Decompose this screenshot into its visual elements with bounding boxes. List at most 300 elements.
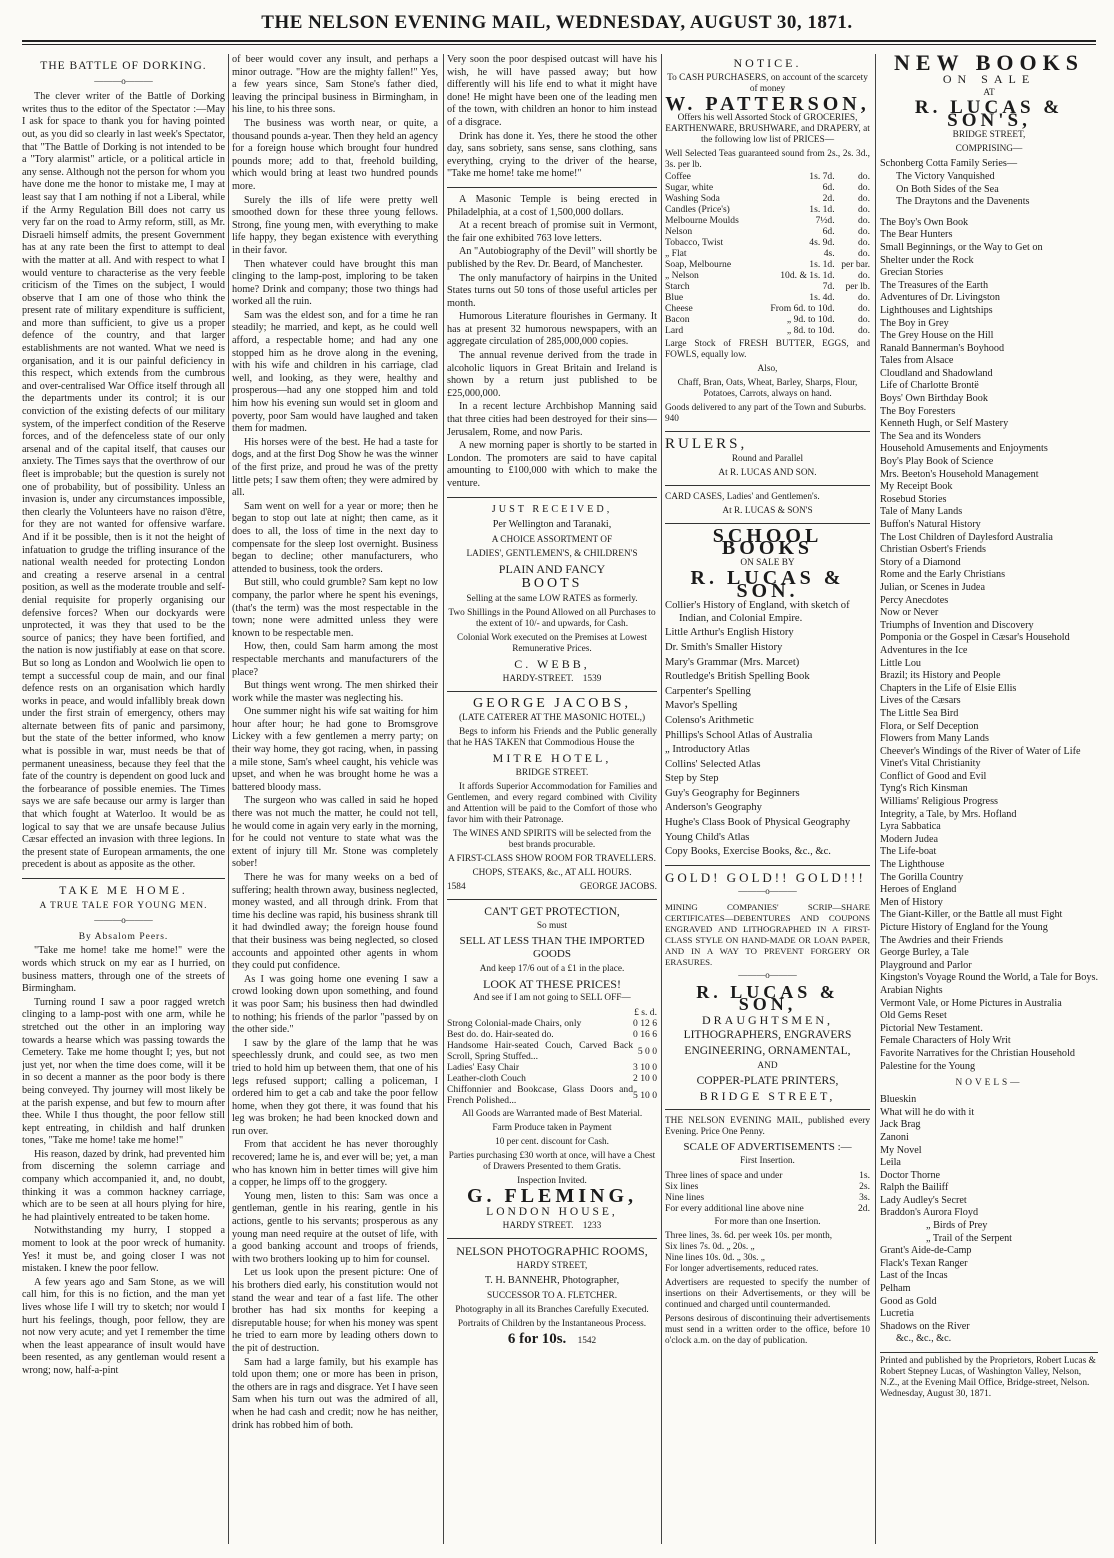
table-row: [447, 1029, 657, 1040]
list-item: Tale of Many Lands: [880, 506, 963, 518]
list-item: Vinet's Vital Christianity: [880, 758, 981, 770]
price-item: Coffee: [665, 171, 691, 183]
list-item: Carpenter's Spelling: [665, 685, 751, 697]
rate-value: 2d.: [858, 1203, 870, 1215]
advert-divider: [447, 899, 657, 900]
list-item: Tales from Alsace: [880, 355, 954, 367]
advert-name: GEORGE JACOBS,: [473, 695, 631, 711]
table-header: £ s. d.: [634, 1007, 657, 1019]
list-item: Jack Brag: [880, 1119, 921, 1131]
list-item: The Life-boat: [880, 846, 937, 858]
price-value: 7½d.: [815, 215, 835, 227]
price-unit: do.: [858, 171, 870, 183]
list-item: Pictorial New Testament.: [880, 1022, 983, 1034]
news-item: A Masonic Temple is being erected in Philadelphia, at a cost of 1,500,000 dollars.: [447, 193, 657, 218]
story-paragraph: There he was for many weeks on a bed of suffering; health thrown away, business neglected, money wasted, and all through drink. From that time his decline was rapid, his business shrank till it had dwindled away; the foreign house found that their business was being neglected, so closed accounts and appointed other agents in whom they could put confidence.: [232, 872, 438, 972]
list-item: Little Arthur's English History: [665, 627, 794, 639]
table-row: [665, 215, 870, 226]
table-row: [665, 204, 870, 215]
story-paragraph: Sam went on well for a year or more; then he began to stop out late at night; then came, as it does to all, the loss of time in the next day to compensate for the sleep lost overnight. Business began to decline; other manufacturers, who attended to business, took the orders.: [232, 500, 438, 575]
rulers-heading: RULERS,: [665, 436, 748, 453]
list-item: Grecian Stories: [880, 267, 944, 279]
rate-item: For every additional line above nine: [665, 1203, 804, 1215]
list-item: Boy's Play Book of Science: [880, 456, 994, 468]
rate-item: Six lines: [665, 1181, 699, 1193]
list-item: Kingston's Voyage Round the World, a Tale for Boys.: [880, 972, 1098, 984]
price-value: 4s. 9d.: [809, 237, 835, 249]
list-item: The Awdries and their Friends: [880, 934, 1003, 946]
price-value: 0 12 6: [633, 1018, 657, 1030]
story-paragraph: His horses were of the best. He had a taste for dogs, and at the first Dog Show he was the winner of the first prize, and proud he was of the pretty little pets; I saw them often; they were admired by all.: [232, 436, 438, 499]
advert-line: First Insertion.: [740, 1156, 795, 1167]
advert-line: And see if I am not going to SELL OFF—: [473, 993, 631, 1004]
advert-line: So must: [536, 921, 568, 932]
grocery-price-table: [665, 171, 870, 336]
advert-line: For more than one Insertion.: [714, 1217, 821, 1228]
list-item: Mavor's Spelling: [665, 700, 738, 712]
list-item: The Gorilla Country: [880, 871, 964, 883]
story-paragraph: How, then, could Sam harm among the most respectable merchants and manufacturers of the place?: [232, 641, 438, 678]
advert-name: NELSON PHOTOGRAPHIC ROOMS,: [456, 1244, 648, 1259]
column-divider: [875, 54, 876, 1544]
table-row: [665, 259, 870, 270]
story-paragraph: Sam had a large family, but his example has told upon them; one or more has been in prison, the others are in rags and disgrace. Yet I have seen Sam when his turn out was the admired of all, when he had cash and credit; now he has neither, drink has robbed him of both.: [232, 1356, 438, 1431]
list-item: Men of History: [880, 896, 943, 908]
advert-line: SUCCESSOR TO A. FLETCHER.: [486, 1290, 618, 1301]
table-row: [665, 1170, 870, 1181]
list-item: The Treasures of the Earth: [880, 279, 989, 291]
advert-line: COMPRISING—: [955, 144, 1023, 155]
advert-line: ON SALE BY: [740, 557, 795, 568]
advert-line: [447, 1221, 657, 1232]
column-2: [232, 54, 438, 1544]
price-unit: do.: [858, 248, 870, 260]
list-item: Little Lou: [880, 657, 922, 669]
price-item: Blue: [665, 292, 684, 304]
advert-line: Parties purchasing £30 worth at once, will have a Chest of Drawers Presented to them Gratis.: [448, 1151, 656, 1173]
price-unit: per lb.: [845, 281, 870, 293]
advert-line: DRAUGHTSMEN,: [701, 1012, 833, 1027]
list-item: Ranald Bannerman's Boyhood: [880, 342, 1005, 354]
list-item: Boys' Own Birthday Book: [880, 393, 988, 405]
price-unit: do.: [858, 182, 870, 194]
advert-line: Nine lines 10s. 0d. „ 30s. „: [665, 1253, 765, 1264]
list-item: Zanoni: [880, 1131, 909, 1143]
advert-line: All Goods are Warranted made of Best Material.: [461, 1109, 643, 1120]
advert-number: 1539: [582, 673, 602, 684]
masthead-rule-thin: [22, 44, 1096, 45]
list-item: Brazil; its History and People: [880, 670, 1001, 682]
column-3: [447, 54, 657, 1544]
list-item: Integrity, a Tale, by Mrs. Hofland: [880, 808, 1017, 820]
advert-line: HARDY STREET,: [516, 1260, 588, 1271]
price-value: 2d.: [822, 193, 835, 205]
table-row: [665, 325, 870, 336]
advert-divider: [665, 865, 870, 866]
column-divider: [661, 54, 662, 1544]
price-item: Lard: [665, 325, 684, 337]
list-item: Dr. Smith's Smaller History: [665, 641, 783, 653]
list-item: Vermont Vale, or Home Pictures in Australia: [880, 997, 1062, 1009]
advert-line: Chaff, Bran, Oats, Wheat, Barley, Sharps, Flour, Potatoes, Carrots, always on hand.: [677, 378, 858, 400]
school-book-list: [665, 600, 870, 859]
advert-number: 1542: [577, 1335, 597, 1346]
masthead-rule: [22, 40, 1096, 42]
advert-signature: GEORGE JACOBS.: [580, 881, 657, 892]
list-item: Heroes of England: [880, 884, 957, 896]
table-row: [665, 182, 870, 193]
list-item: Lives of the Cæsars: [880, 695, 961, 707]
gold-heading: GOLD! GOLD!! GOLD!!!: [665, 869, 866, 885]
price-unit: do.: [858, 226, 870, 238]
school-books-heading: SCHOOL BOOKS: [712, 524, 823, 560]
advert-line: Large Stock of FRESH BUTTER, EGGS, and FOWLS, equally low.: [665, 339, 870, 361]
table-row: [665, 270, 870, 281]
list-item: Picture History of England for the Young: [880, 922, 1048, 933]
advert-line: LADIES', GENTLEMEN'S, & CHILDREN'S: [466, 548, 638, 559]
webb-advert: [447, 504, 657, 685]
new-books-heading: NEW BOOKS: [894, 54, 1084, 75]
list-item: On Both Sides of the Sea: [896, 183, 999, 195]
advert-name: G. FLEMING,: [466, 1185, 638, 1208]
list-item: Pelham: [880, 1283, 911, 1295]
list-item: My Receipt Book: [880, 481, 953, 493]
price-value: „ 9d. to 10d.: [786, 314, 835, 326]
advert-text: It affords Superior Accommodation for Families and Gentlemen, and every regard combined with Civility and Attention will be paid to the Comfort of those who favor him with their Patronage.: [447, 781, 657, 825]
advert-line: SELL AT LESS THAN THE IMPORTED GOODS: [459, 935, 645, 960]
advert-line: Inspection Invited.: [517, 1176, 587, 1187]
story-paragraph: One summer night his wife sat waiting for him hour after hour; he had gone to Bromsgrove Lickey with a few gentlemen a merry party; on their way home, they got racing, when, in passing a mile stone, Sam's wheel caught, his vehicle was upset, and when he was brought home he was a battered bloody mass.: [232, 706, 438, 793]
story-paragraph: Drink has done it. Yes, there he stood the other day, sans sobriety, sans sense, sans clothing, sans everything, crying to the driver of the hearse, "Take me home! take me home!": [447, 130, 657, 180]
advert-footer: [447, 882, 657, 893]
advert-line: T. H. BANNEHR, Photographer,: [484, 1274, 620, 1286]
price-item: Handsome Hair-seated Couch, Carved Back Scroll, Spring Stuffed...: [447, 1040, 634, 1063]
rate-value: 3s.: [859, 1192, 870, 1204]
ornament: ———o———: [94, 75, 153, 86]
list-item: Cloudland and Shadowland: [880, 367, 993, 379]
list-item: Lyra Sabbatica: [880, 821, 941, 833]
printer-imprint: Printed and published by the Proprietors, Robert Lucas & Robert Stepney Lucas, of Washington Valley, Nelson, N.Z., at the Evening Mail Office, Bridge-street, Nelson. Wednesday, August 30, 1871.: [880, 1352, 1098, 1400]
jacobs-advert: [447, 695, 657, 893]
table-row: [665, 281, 870, 292]
story-byline: By Absalom Peers.: [78, 931, 169, 942]
list-item: „ Introductory Atlas: [665, 744, 750, 756]
advert-line: Offers his well Assorted Stock of GROCERIES, EARTHENWARE, BRUSHWARE, and DRAPERY, at the following low list of PRICES—: [665, 113, 870, 146]
price-item: Strong Colonial-made Chairs, only: [447, 1018, 582, 1030]
story-paragraph: As I was going home one evening I saw a crowd looking down upon something, and found it was poor Sam; his business then had dwindled to nothing; his friends of the parlor "passed by on the other side.": [232, 973, 438, 1036]
advert-divider: [665, 485, 870, 486]
advert-name: R. LUCAS & SON,: [696, 981, 839, 1015]
list-item: Collier's History of England, with sketch of Indian, and Colonial Empire.: [665, 600, 850, 624]
list-item: Rosebud Stories: [880, 493, 947, 505]
price-value: 6d.: [822, 182, 835, 194]
table-row: [665, 1203, 870, 1214]
advert-number: 1584: [447, 881, 466, 892]
advert-divider: [665, 523, 870, 524]
list-item: Routledge's British Spelling Book: [665, 671, 810, 683]
advert-rate-table: [665, 1170, 870, 1214]
advert-line: At R. LUCAS & SON'S: [722, 505, 813, 516]
advert-line: CAN'T GET PROTECTION,: [484, 905, 620, 918]
advert-number: 940: [665, 414, 679, 425]
column-1: [22, 54, 225, 1544]
list-item: Schonberg Cotta Family Series—: [880, 158, 1018, 170]
price-item: Cheese: [665, 303, 693, 315]
table-row: [447, 1062, 657, 1073]
price-value: 0 16 6: [633, 1029, 657, 1041]
price-unit: do.: [858, 237, 870, 249]
advert-boots-heading: BOOTS: [521, 576, 583, 592]
price-item: Washing Soda: [665, 193, 720, 205]
table-row: [665, 314, 870, 325]
table-row: [665, 248, 870, 259]
list-item: Phillips's School Atlas of Australia: [665, 729, 813, 741]
advert-line: Colonial Work executed on the Premises at Lowest Remunerative Prices.: [457, 632, 647, 654]
ornament: ———o———: [738, 970, 797, 981]
table-row: [665, 1181, 870, 1192]
story-subtitle: A TRUE TALE FOR YOUNG MEN.: [39, 900, 208, 911]
list-item: Kenneth Hugh, or Self Mastery: [880, 418, 1009, 430]
price-value: 1s. 4d.: [809, 292, 835, 304]
list-item: Percy Anecdotes: [880, 594, 949, 606]
list-item: Cheever's Windings of the River of Water of Life: [880, 745, 1081, 757]
advert-divider: [665, 431, 870, 432]
rate-item: Nine lines: [665, 1192, 705, 1204]
advert-line: A CHOICE ASSORTMENT OF: [491, 534, 613, 545]
list-item: Shelter under the Rock: [880, 254, 974, 266]
column-4: [665, 54, 870, 1544]
masthead: [0, 0, 1114, 52]
photo-advert: [447, 1245, 657, 1346]
advert-line: Also,: [757, 364, 778, 375]
cards-heading: CARD CASES, Ladies' and Gentlemen's.: [665, 491, 820, 502]
advert-line: At R. LUCAS AND SON.: [718, 467, 817, 478]
list-item: Colenso's Arithmetic: [665, 714, 754, 726]
list-item: What will he do with it: [880, 1106, 975, 1118]
table-row: [665, 193, 870, 204]
ornament: ———o———: [94, 915, 153, 926]
list-item: Arabian Nights: [880, 984, 943, 996]
advert-line: Goods delivered to any part of the Town and Suburbs.: [665, 403, 867, 414]
story-paragraph: Turning round I saw a poor ragged wretch clinging to a lamp-post with one arm, while he stretched out the other in an imploring way towards a hearse which was passing towards the Cemetery. Take me home thought I; yes, but not just yet, nor when the time does come, will it be in so decent a manner as the poor body is there being conveyed. Thy journey will most likely be at the parish expense, and but few to mourn after thee. While I thus thought, the poor fellow still kept entreating, in childish and half drunken tones, "Take me home! take me home!": [22, 996, 225, 1147]
list-item: Good as Gold: [880, 1295, 937, 1307]
advert-line: JUST RECEIVED,: [491, 503, 613, 515]
table-row: [447, 1018, 657, 1029]
advert-number: 1233: [582, 1221, 602, 1232]
news-item: In a recent lecture Archbishop Manning said that three cities had been destroyed for their sins—Jerusalem, Rome, and now Paris.: [447, 401, 657, 438]
price-value: 6d.: [822, 226, 835, 238]
list-item: The Little Sea Bird: [880, 707, 959, 719]
advert-divider: [665, 1109, 870, 1110]
price-item: Nelson: [665, 226, 693, 238]
article-divider: [447, 497, 657, 498]
advert-line: [447, 1330, 657, 1347]
list-item: Grant's Aide-de-Camp: [880, 1245, 972, 1257]
advert-line: For longer advertisements, reduced rates.: [665, 1264, 819, 1275]
list-item: Now or Never: [880, 607, 939, 619]
list-item: Small Beginnings, or the Way to Get on: [880, 241, 1043, 253]
table-row: [665, 171, 870, 182]
price-item: Melbourne Moulds: [665, 215, 739, 227]
table-row: [447, 1084, 657, 1106]
list-item: Buffon's Natural History: [880, 519, 981, 530]
list-item: The Victory Vanquished: [896, 170, 995, 182]
list-item: Julian, or Scenes in Judea: [880, 581, 985, 593]
price-unit: do.: [858, 292, 870, 304]
price-value: 7d.: [822, 281, 835, 293]
advert-line: Round and Parallel: [731, 453, 804, 464]
advert-line: And keep 17/6 out of a £1 in the place.: [479, 963, 625, 974]
advert-line: CHOPS, STEAKS, &c., AT ALL HOURS.: [472, 867, 632, 878]
fleming-advert: [447, 906, 657, 1233]
advert-line: LITHOGRAPHERS, ENGRAVERS: [683, 1029, 852, 1042]
advert-line: COPPER-PLATE PRINTERS,: [696, 1074, 839, 1087]
list-item: Mary's Grammar (Mrs. Marcet): [665, 656, 800, 668]
story-paragraph: Surely the ills of life were pretty well smoothed down for these three young fellows. Strong, fine young men, with everything to make life happy, they began existence with everything in their favor.: [232, 194, 438, 256]
story-paragraph: A few years ago and Sam Stone, as we will call him, for this is no fiction, and the man yet lives whose life I will try to sketch; nor would I hurt his feelings, though, poor fellow, they are not now very acute; and yet I remember the time when the least appearance of insult would have been resented, as any gentleman would resent a wrong; now, half-a-pint: [22, 1276, 225, 1376]
advert-name: R. LUCAS & SON.: [690, 566, 845, 602]
price-unit: do.: [858, 193, 870, 205]
list-item: Tyng's Rich Kinsman: [880, 783, 968, 795]
list-item: Hughe's Class Book of Physical Geography: [665, 817, 851, 829]
list-item: Last of the Incas: [880, 1270, 948, 1282]
list-item: Young Child's Atlas: [665, 831, 750, 843]
list-item: Copy Books, Exercise Books, &c., &c.: [665, 846, 831, 858]
story-paragraph: Then whatever could have brought this man clinging to the lamp-post, imploring to be taken home? Drink and company; those two things had worked all the ruin.: [232, 258, 438, 308]
story-paragraph: His reason, dazed by drink, had prevented him from discerning the solemn carriage and company which accompanied it, and, no doubt, thinking it was a common hackney carriage, which are to be seen at all hours plying for hire, he had plaintively entreated to be taken home.: [22, 1148, 225, 1223]
advert-line: 10 per cent. discount for Cash.: [495, 1137, 609, 1148]
advert-text: Advertisers are requested to specify the number of insertions on their Advertisements, or they will be continued and charged until countermanded.: [665, 1278, 870, 1311]
novels-heading: NOVELS—: [955, 1078, 1023, 1089]
rate-item: Three lines of space and under: [665, 1170, 783, 1182]
novel-list: [880, 1094, 1098, 1346]
list-item: Flack's Texan Ranger: [880, 1257, 968, 1269]
advert-line: Three lines, 3s. 6d. per week 10s. per month,: [665, 1231, 833, 1242]
rate-value: 2s.: [859, 1181, 870, 1193]
advert-text: Begs to inform his Friends and the Public generally that he HAS TAKEN that Commodious House the: [447, 727, 657, 749]
advert-line: To CASH PURCHASERS, on account of the scarcety of money: [667, 72, 868, 94]
list-item: Pomponia or the Gospel in Cæsar's Household: [880, 632, 1070, 644]
advert-line: Farm Produce taken in Payment: [492, 1123, 612, 1134]
news-item: The annual revenue derived from the trade in alcoholic liquors in Great Britain and Ireland is shown by a return just published to be £25,000,000.: [447, 350, 657, 399]
advert-line: PLAIN AND FANCY: [498, 561, 606, 576]
list-item: The Grey House on the Hill: [880, 330, 994, 342]
list-item: The Giant-Killer, or the Battle all must Fight: [880, 909, 1063, 921]
advert-line: AT: [983, 88, 995, 99]
list-item: The Sea and its Wonders: [880, 430, 981, 442]
list-item: Conflict of Good and Evil: [880, 770, 987, 782]
story-paragraph: Let us look upon the present picture: One of his brothers died early, his constitution would not stand the wear and tear of a fast life. The other brother has had six months for keeping a disreputable house; for when his money was spent he tried to earn more by leading others down to the pit of destruction.: [232, 1267, 438, 1354]
list-item: The Boy in Grey: [880, 317, 949, 329]
story-paragraph: Young men, listen to this: Sam was once a gentleman, gentle in his rearing, gentle in his actions, gentle to his servants; prosperous as any young man need require at the outset of life, with a good banking account and troops of friends, with two brothers looking up to him for counsel.: [232, 1190, 438, 1265]
advert-divider: [447, 1238, 657, 1239]
price-value: 5 0 0: [637, 1045, 657, 1057]
news-item: An "Autobiography of the Devil" will shortly be published by the Rev. Dr. Beard, of Manchester.: [447, 246, 657, 270]
price-item: Bacon: [665, 314, 690, 326]
advert-line: (LATE CATERER AT THE MASONIC HOTEL,): [458, 713, 646, 724]
price-item: „ Nelson: [665, 270, 699, 282]
list-item: Palestine for the Young: [880, 1060, 976, 1072]
story-paragraph: I saw by the glare of the lamp that he was speechlessly drunk, and could see, as two men tried to hold him up between them, that one of his legs refused support; calling a policeman, I ordered him to get a cab and take the poor fellow home, when they got there, it was found that his leg was broken; he had been knocked down and run over.: [232, 1037, 438, 1137]
list-item: Household Amusements and Enjoyments: [880, 443, 1048, 455]
column-divider: [228, 54, 229, 1544]
advert-divider: [447, 691, 657, 692]
price-item: Candles (Price's): [665, 204, 730, 216]
price-item: Soap, Melbourne: [665, 259, 732, 271]
list-item: Chapters in the Life of Elsie Ellis: [880, 682, 1017, 694]
advert-line: BRIDGE STREET,: [952, 130, 1026, 141]
price-value: 1s. 1d.: [809, 204, 835, 216]
list-item: The Boy Foresters: [880, 405, 956, 417]
advert-name: R. LUCAS & SON'S,: [914, 97, 1064, 131]
advert-hotel: MITRE HOTEL,: [492, 751, 612, 766]
list-item: Adventures of Dr. Livingston: [880, 292, 1000, 304]
advert-line: Six lines 7s. 0d. „ 20s. „: [665, 1242, 755, 1253]
fleming-price-table: [447, 1007, 657, 1106]
column-divider: [443, 54, 444, 1544]
list-item: Step by Step: [665, 773, 719, 785]
newspaper-title: THE NELSON EVENING MAIL, WEDNESDAY, AUGUST 30, 1871.: [261, 12, 853, 33]
list-item: Collins' Selected Atlas: [665, 758, 761, 770]
list-item: Mrs. Beeton's Household Management: [880, 468, 1039, 480]
price-item: Tobacco, Twist: [665, 237, 724, 249]
price-unit: do.: [858, 215, 870, 227]
price-item: „ Flat: [665, 248, 687, 260]
story-paragraph: Notwithstanding my hurry, I stopped a moment to look at the poor wreck of humanity. Yes! it must be, and going closer I was not mistaken. I knew the poor fellow.: [22, 1225, 225, 1275]
advert-line: SCALE OF ADVERTISEMENTS :—: [683, 1140, 852, 1153]
table-row: [665, 303, 870, 314]
list-item: Playground and Parlor: [880, 959, 972, 971]
list-item: Christian Osbert's Friends: [880, 544, 986, 556]
article-headline: THE BATTLE OF DORKING.: [40, 60, 207, 72]
list-item: The Lost Children of Daylesford Australia: [880, 531, 1053, 543]
price-value: 5 10 0: [633, 1089, 657, 1101]
list-item: Story of a Diamond: [880, 556, 961, 568]
advert-line: ON SALE: [942, 71, 1036, 86]
price-unit: per bar.: [841, 259, 870, 271]
advert-line: BRIDGE STREET,: [699, 1089, 836, 1104]
advert-name: W. PATTERSON,: [665, 92, 870, 115]
advert-line: BRIDGE STREET.: [515, 767, 589, 778]
table-row: [665, 226, 870, 237]
price-unit: do.: [858, 314, 870, 326]
advert-line: AND: [757, 1060, 778, 1071]
price-value: 1s. 1d.: [809, 259, 835, 271]
list-item: „ Trail of the Serpent: [926, 1232, 1013, 1244]
list-item: Shadows on the River: [880, 1320, 970, 1332]
mail-notice: THE NELSON EVENING MAIL, published every Evening. Price One Penny.: [665, 1115, 870, 1137]
notice-heading: NOTICE.: [733, 56, 802, 70]
story-paragraph: The surgeon who was called in said he hoped there was not much the matter, he could not tell, he would come in again very early in the morning, for he could not venture to state what was the extent of injury till Mr. Stone was completely sober!: [232, 795, 438, 870]
list-item: The Lighthouse: [880, 859, 945, 871]
table-row: [665, 237, 870, 248]
list-item: Lady Audley's Secret: [880, 1194, 967, 1206]
advert-line: Photography in all its Branches Carefully Executed.: [455, 1304, 649, 1315]
list-item: Favorite Narratives for the Christian Household: [880, 1047, 1075, 1059]
price-unit: do.: [858, 204, 870, 216]
list-item: Life of Charlotte Brontë: [880, 380, 979, 392]
list-item: Braddon's Aurora Floyd: [880, 1207, 979, 1219]
story-paragraph: From that accident he has never thoroughly recovered; lame he is, and ever will be; yet, a man who has known him in better times will give him a copper, he limps off to the groggery.: [232, 1139, 438, 1189]
list-item: George Burley, a Tale: [880, 947, 969, 959]
advert-line: Well Selected Teas guaranteed sound from 2s., 2s. 3d., 3s. per lb.: [665, 149, 870, 171]
list-item: Flowers from Many Lands: [880, 733, 989, 745]
price-unit: do.: [858, 325, 870, 337]
list-item: Lucretia: [880, 1308, 914, 1320]
table-row: [665, 1192, 870, 1203]
list-item: Anderson's Geography: [665, 802, 762, 814]
story-title: TAKE ME HOME.: [59, 885, 188, 897]
